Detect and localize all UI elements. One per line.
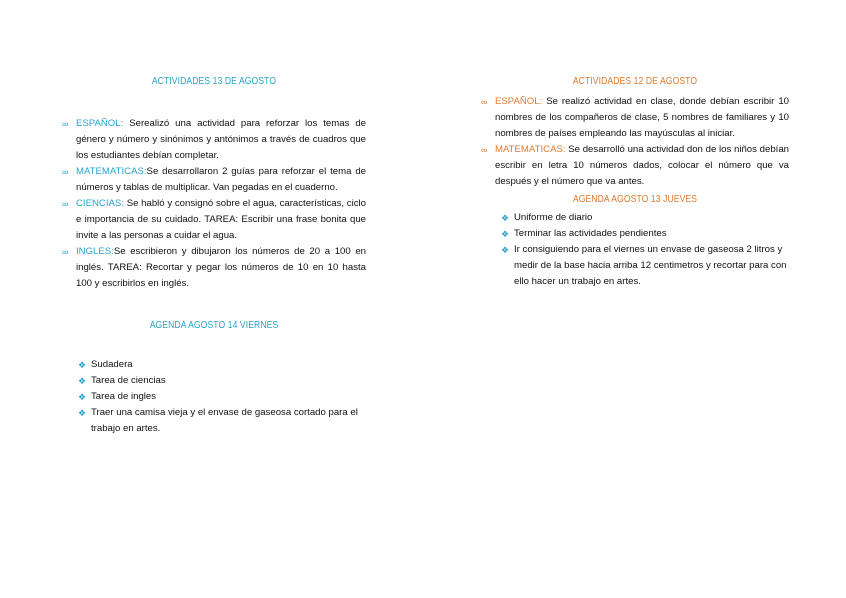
- diamond-bullet-icon: ❖: [78, 392, 87, 402]
- subject-label: MATEMATICAS:: [495, 144, 566, 155]
- list-item: [481, 94, 789, 142]
- diamond-bullet-icon: ❖: [501, 213, 510, 223]
- list-item: [501, 226, 787, 242]
- right-activities-title: ACTIVIDADES 12 DE AGOSTO: [572, 76, 698, 87]
- infinity-bullet-icon: ∞: [62, 167, 69, 177]
- agenda-text: Tarea de ingles: [91, 391, 157, 402]
- subject-label: ESPAÑOL:: [495, 96, 543, 107]
- left-activities-title: ACTIVIDADES 13 DE AGOSTO: [151, 76, 277, 87]
- agenda-text: Traer una camisa vieja y el envase de gaseosa cortado para el trabajo en artes.: [91, 407, 358, 434]
- list-item: [78, 357, 358, 373]
- list-item: [78, 373, 358, 389]
- subject-label: ESPAÑOL:: [76, 118, 124, 129]
- list-item: [62, 164, 366, 196]
- diamond-bullet-icon: ❖: [501, 245, 510, 255]
- activity-text: Se realizó actividad en clase, donde debían escribir 10 nombres de los compañeros de clase, 5 nombres de familiares y 10 nombres de países empleando las mayúsculas al iniciar.: [495, 96, 789, 139]
- list-item: [78, 405, 358, 437]
- agenda-text: Tarea de ciencias: [91, 375, 166, 386]
- right-column: [481, 76, 789, 290]
- agenda-text: Ir consiguiendo para el viernes un envase de gaseosa 2 litros y medir de la base hacia arriba 12 centimetros y recortar para con ello hacer un trabajo en artes.: [514, 244, 787, 287]
- infinity-bullet-icon: ∞: [481, 97, 488, 107]
- diamond-bullet-icon: ❖: [501, 229, 510, 239]
- list-item: [62, 244, 366, 292]
- infinity-bullet-icon: ∞: [481, 145, 488, 155]
- list-item: [501, 210, 787, 226]
- subject-label: INGLES:: [76, 246, 114, 257]
- right-agenda-title: AGENDA AGOSTO 13 JUEVES: [572, 194, 698, 205]
- list-item: [78, 389, 358, 405]
- left-agenda-title: AGENDA AGOSTO 14 VIERNES: [149, 320, 279, 331]
- agenda-text: Terminar las actividades pendientes: [514, 228, 667, 239]
- list-item: [481, 142, 789, 190]
- right-agenda-list: [501, 210, 787, 290]
- diamond-bullet-icon: ❖: [78, 408, 87, 418]
- list-item: [501, 242, 787, 290]
- subject-label: CIENCIAS:: [76, 198, 124, 209]
- subject-label: MATEMATICAS:: [76, 166, 147, 177]
- diamond-bullet-icon: ❖: [78, 360, 87, 370]
- list-item: [62, 196, 366, 244]
- list-item: [62, 116, 366, 164]
- left-column: [62, 76, 366, 437]
- left-activities-list: [62, 116, 366, 292]
- activity-text: Se desarrollaron 2 guías para reforzar el tema de números y tablas de multiplicar. Van pegadas en el cuaderno.: [76, 166, 366, 193]
- infinity-bullet-icon: ∞: [62, 247, 69, 257]
- right-activities-list: [481, 94, 789, 190]
- activity-text: Se desarrolló una actividad don de los niños debían escribir en letra 10 números dados, colocar el número que va después y el número que va antes.: [495, 144, 789, 187]
- infinity-bullet-icon: ∞: [62, 119, 69, 129]
- diamond-bullet-icon: ❖: [78, 376, 87, 386]
- infinity-bullet-icon: ∞: [62, 199, 69, 209]
- agenda-text: Uniforme de diario: [514, 212, 593, 223]
- left-agenda-list: [78, 357, 358, 437]
- activity-text: Se habló y consignó sobre el agua, características, ciclo e importancia de su cuidado. TAREA: Escribir una frase bonita que invite a las personas a cuidar el agua.: [76, 198, 366, 241]
- activity-text: Serealizó una actividad para reforzar los temas de género y número y sinónimos y antónimos a través de cuadros que los estudiantes debían completar.: [76, 118, 366, 161]
- agenda-text: Sudadera: [91, 359, 133, 370]
- activity-text: Se escribieron y dibujaron los números de 20 a 100 en inglés. TAREA: Recortar y pegar los números de 10 en 10 hasta 100 y escribirlos en inglés.: [76, 246, 366, 289]
